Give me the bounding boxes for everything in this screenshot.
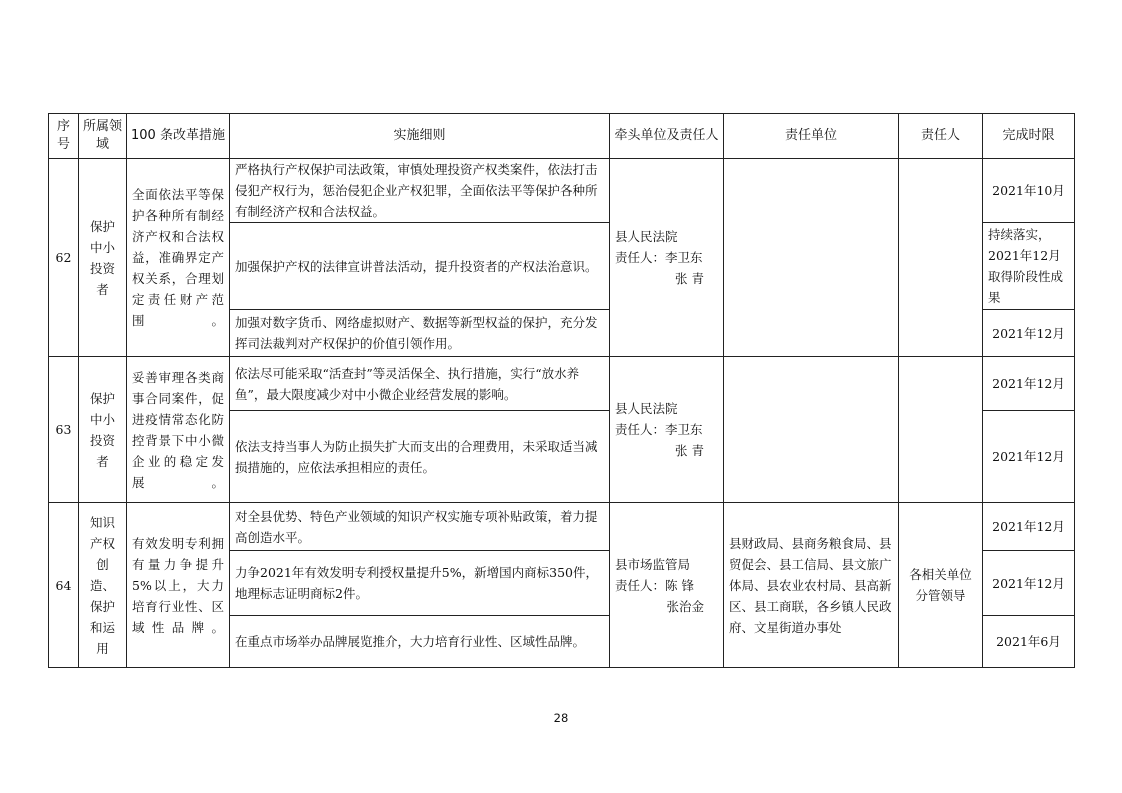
header-field: 所属领域 xyxy=(79,114,127,159)
header-deadline: 完成时限 xyxy=(983,114,1075,159)
detail-cell: 力争2021年有效发明专利授权量提升5%，新增国内商标350件，地理标志证明商标2件。 xyxy=(230,551,610,616)
lead-cell xyxy=(610,159,724,357)
header-unit: 责任单位 xyxy=(724,114,899,159)
lead-person: 责任人：李卫东 xyxy=(615,422,703,437)
lead-unit: 县市场监管局 xyxy=(615,556,691,572)
lead-unit: 县人民法院 xyxy=(615,401,678,416)
header-lead: 牵头单位及责任人 xyxy=(610,114,724,159)
seq-cell: 63 xyxy=(49,357,79,503)
lead-person-second: 张 青 xyxy=(675,443,704,458)
measure-cell: 妥善审理各类商事合同案件，促进疫情常态化防控背景下中小微企业的稳定发展。 xyxy=(127,357,230,503)
unit-cell xyxy=(724,159,899,357)
table-row xyxy=(49,159,1075,223)
lead-cell xyxy=(610,503,724,668)
measure-cell: 有效发明专利拥有量力争提升5%以上，大力培育行业性、区域性品牌。 xyxy=(127,503,230,668)
field-cell: 保护中小投资者 xyxy=(79,159,127,357)
header-detail: 实施细则 xyxy=(230,114,610,159)
unit-cell xyxy=(724,357,899,503)
table-row xyxy=(49,503,1075,551)
lead-person: 责任人：李卫东 xyxy=(615,250,703,265)
deadline-cell: 2021年10月 xyxy=(983,159,1075,223)
seq-cell: 62 xyxy=(49,159,79,357)
header-person: 责任人 xyxy=(899,114,983,159)
measure-cell: 全面依法平等保护各种所有制经济产权和合法权益，准确界定产权关系，合理划定责任财产范围。 xyxy=(127,159,230,357)
deadline-cell: 持续落实，2021年12月取得阶段性成果 xyxy=(983,223,1075,310)
deadline-cell: 2021年12月 xyxy=(983,503,1075,551)
page-number: 28 xyxy=(553,711,569,725)
reform-measures-table xyxy=(48,113,1075,668)
deadline-cell: 2021年12月 xyxy=(983,357,1075,411)
lead-unit: 县人民法院 xyxy=(615,229,678,244)
deadline-cell: 2021年6月 xyxy=(983,616,1075,668)
unit-cell: 县财政局、县商务粮食局、县贸促会、县工信局、县文旅广体局、县农业农村局、县高新区、县工商联，各乡镇人民政府、文星街道办事处 xyxy=(724,503,899,668)
field-cell: 保护中小投资者 xyxy=(79,357,127,503)
detail-cell: 严格执行产权保护司法政策，审慎处理投资产权类案件，依法打击侵犯产权行为，惩治侵犯企业产权犯罪，全面依法平等保护各种所有制经济产权和合法权益。 xyxy=(230,159,610,223)
seq-cell: 64 xyxy=(49,503,79,668)
field-cell: 知识产权创造、保护和运用 xyxy=(79,503,127,668)
lead-cell xyxy=(610,357,724,503)
deadline-cell: 2021年12月 xyxy=(983,551,1075,616)
detail-cell: 依法尽可能采取“活查封”等灵活保全、执行措施，实行“放水养鱼”，最大限度减少对中小微企业经营发展的影响。 xyxy=(230,357,610,411)
header-measure: 100 条改革措施 xyxy=(127,114,230,159)
deadline-cell: 2021年12月 xyxy=(983,411,1075,503)
person-cell xyxy=(899,357,983,503)
lead-person-second: 张 青 xyxy=(675,271,704,286)
deadline-cell: 2021年12月 xyxy=(983,310,1075,357)
detail-cell: 对全县优势、特色产业领域的知识产权实施专项补贴政策，着力提高创造水平。 xyxy=(230,503,610,551)
header-seq: 序号 xyxy=(49,114,79,159)
lead-person: 责任人：陈 锋 xyxy=(615,577,694,593)
detail-cell: 加强保护产权的法律宣讲普法活动，提升投资者的产权法治意识。 xyxy=(230,223,610,310)
person-cell: 各相关单位分管领导 xyxy=(899,503,983,668)
header-row xyxy=(49,114,1075,159)
detail-cell: 在重点市场举办品牌展览推介，大力培育行业性、区域性品牌。 xyxy=(230,616,610,668)
lead-person-second: 张治金 xyxy=(666,598,704,614)
detail-cell: 加强对数字货币、网络虚拟财产、数据等新型权益的保护，充分发挥司法裁判对产权保护的价值引领作用。 xyxy=(230,310,610,357)
table-row xyxy=(49,357,1075,411)
detail-cell: 依法支持当事人为防止损失扩大而支出的合理费用，未采取适当减损措施的，应依法承担相应的责任。 xyxy=(230,411,610,503)
person-cell xyxy=(899,159,983,357)
